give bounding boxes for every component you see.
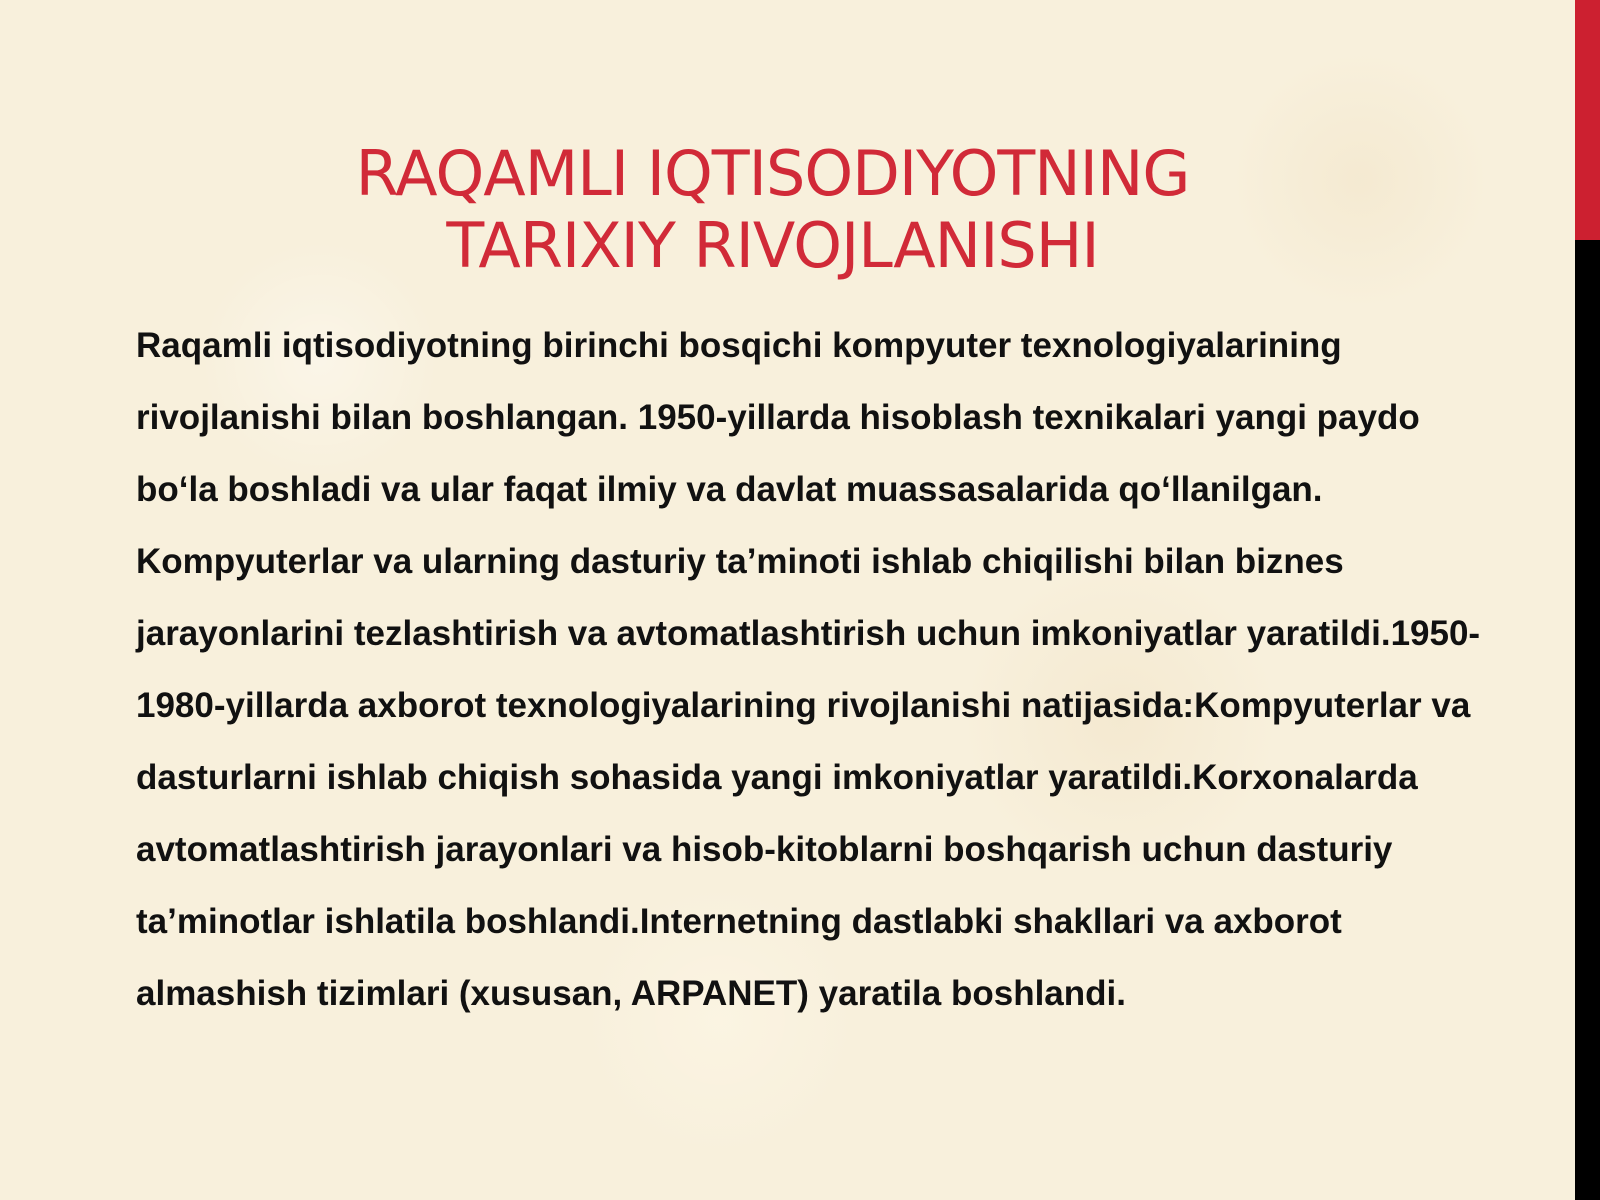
slide-title-line-1: RAQAMLI IQTISODIYOTNING [355,137,1190,210]
edge-bar-black-segment [1575,240,1600,1200]
slide-title-line-2: TARIXIY RIVOJLANISHI [446,209,1099,282]
edge-bar-red-segment [1575,0,1600,240]
slide-title [150,138,1395,282]
slide-body-text: Raqamli iqtisodiyotning birinchi bosqichi kompyuter texnologiyalarining rivojlanishi bilan boshlangan. 1950-yillarda hisoblash texnikalari yangi paydo bo‘la boshladi va ular faqat ilmiy va davlat muassasalarida qo‘llanilgan. Kompyuterlar va ularning dasturiy ta’minoti ishlab chiqilishi bilan biznes jarayonlarini tezlashtirish va avtomatlashtirish uchun imkoniyatlar yaratildi.1950-1980-yillarda axborot texnologiyalarining rivojlanishi natijasida:Kompyuterlar va dasturlarni ishlab chiqish sohasida yangi imkoniyatlar yaratildi.Korxonalarda avtomatlashtirish jarayonlari va hisob-kitoblarni boshqarish uchun dasturiy ta’minotlar ishlatila boshlandi.Internetning dastlabki shakllari va axborot almashish tizimlari (xususan, ARPANET) yaratila boshlandi. [136,326,1481,1013]
slide-edge-bar [1575,0,1600,1200]
